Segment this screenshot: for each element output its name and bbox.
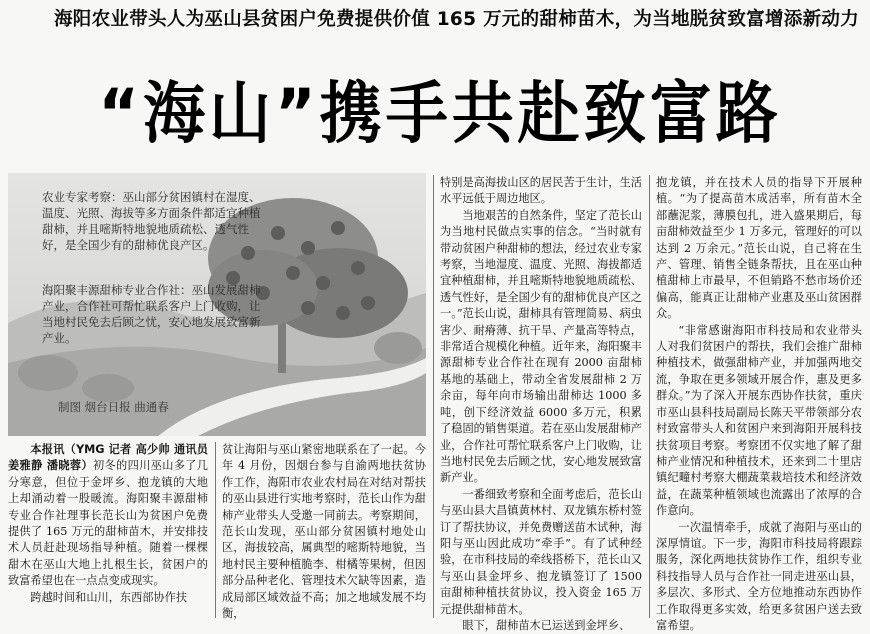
column-divider xyxy=(649,175,650,618)
article-illustration xyxy=(8,173,426,436)
col1-paragraph-1: 初冬的四川巫山多了几分寒意，但位于金坪乡、抱龙镇的大地上却涌动着一股暖流。海阳聚丰源甜柿专业合作社理事长范长山为贫困户免费提供了 165 万元的甜柿苗木，并安排技术人员赶赴现场指导种植。随着一棵棵甜木在巫山大地上扎根生长，贫困户的致富希望也在一点点变成现实。 xyxy=(8,459,208,588)
column-divider xyxy=(215,442,216,618)
column-2 xyxy=(222,442,426,621)
photo-credit: 制图 烟台日报 曲通春 xyxy=(58,400,169,414)
col1-paragraph-2: 跨越时间和山川，东西部协作扶 xyxy=(30,590,188,604)
article-headline: “海山”携手共赴致富路 xyxy=(98,74,782,153)
col3-paragraph-1: 特别是高海拔山区的居民苦于生计，生活水平远低于周边地区。 xyxy=(440,176,642,206)
col3-paragraph-2: 当地艰苦的自然条件，坚定了范长山为当地村民做点实事的信念。“当时就有带动贫困户种甜柿的想法，经过农业专家考察，当地湿度、温度、光照、海拔都适宜种植甜柿，并且嘧斯特地貌地质疏松、透气性好，是全国少有的甜柿优良产区之一。”范长山说，甜柿具有管理简易、病虫害少、耐瘠薄、抗干旱、产量高等特点，非常适合规模化种植。近年来，海阳聚丰源甜柿专业合作社在现有 2000 亩甜柿基地的基础上，带动全省发展甜柿 2 万余亩，每年向市场输出甜柿达 1000 多吨，创下经济效益 6000 多万元，积累了稳固的销售渠道。若在巫山发展甜柿产业，合作社可帮忙联系客户上门收购，让当地村民免去后顾之忧，安心地发展致富新产业。 xyxy=(440,208,642,485)
photo-caption-cooperative: 海阳聚丰源甜柿专业合作社：巫山发展甜柿产业，合作社可帮忙联系客户上门收购，让当地村民免去后顾之忧，安心地发展致富新产业。 xyxy=(42,283,261,345)
column-3 xyxy=(440,175,642,632)
col4-paragraph-2: “非常感谢海阳市科技局和农业带头人对我们贫困户的帮扶，我们会推广甜柿种植技术，做强甜柿产业，并加强两地交流，争取在更多领域开展合作，惠及更多群众。”为了深入开展东西协作扶贫，重庆市巫山县科技局副局长陈天平带领部分农村致富带头人和贫困户来到海阳开展科技扶贫项目考察。考察团不仅实地了解了甜柿产业情况和种植技术，还来到二十里店镇纪疃村考察大棚蔬菜栽培技术和经济效益，在蔬菜种植领域也流露出了浓厚的合作意向。 xyxy=(656,323,862,518)
article-subhead: 海阳农业带头人为巫山县贫困户免费提供价值 165 万元的甜柿苗木，为当地脱贫致富增添新动力 xyxy=(54,9,860,30)
photo-caption-expert: 农业专家考察：巫山部分贫困镇村在湿度、温度、光照、海拔等多方面条件都适宜种植甜柿，并且嘧斯特地貌地质疏松、透气性好，是全国少有的甜柿优良产区。 xyxy=(42,190,261,252)
col3-paragraph-3: 一番细致考察和全面考虑后，范长山与巫山县大昌镇黄林村、双龙镇东桥村签订了帮扶协议，并免费赠送苗木试种，海阳与巫山因此成功“牵手”。有了试种经验，在市科技局的牵线搭桥下，范长山又与巫山县金坪乡、抱龙镇签订了 1500 亩甜柿种植扶贫协议，投入资金 165 万元提供甜柿苗木。 xyxy=(440,487,642,616)
column-divider xyxy=(433,175,434,618)
byline: 本报讯（YMG 记者 高少帅 通讯员 姜雅静 潘晓蓉） xyxy=(8,443,208,473)
col4-paragraph-1: 抱龙镇，并在技术人员的指导下开展种植。“为了提高苗木成活率，所有苗木全部蘸泥浆，薄膜包扎，进入盛果期后，每亩甜柿效益至少 1 万多元，管理好的可以达到 2 万余元。”范长山说，自己将在生产、管理、销售全链条帮扶，且在巫山种植甜柿上市最早，不但销路不愁市场价还偏高，能真正让甜柿产业惠及巫山贫困群众。 xyxy=(656,176,862,321)
col4-paragraph-3: 一次温情牵手，成就了海阳与巫山的深厚情谊。下一步，海阳市科技局将跟踪服务，深化两地扶贫协作工作，组织专业科技指导人员与合作社一同走进巫山县，多层次、多形式、全方位地推动东西协作工作取得更多实效，给更多贫困户送去致富希望。 xyxy=(656,520,862,632)
column-1 xyxy=(8,442,208,618)
column-4 xyxy=(656,175,862,632)
col2-paragraph-1: 贫让海阳与巫山紧密地联系在了一起。今年 4 月份，因烟台参与自渝两地扶贫协作工作，海阳市农业农村局在对结对帮扶的巫山县进行实地考察时，范长山作为甜柿产业带头人受邀一同前去。考察期间，范长山发现，巫山部分贫困镇村地处山区，海拔较高，属典型的嘧斯特地貌，当地村民主要种植脆李、柑橘等果树，但因部分品种老化、管理技术欠缺等因素，造成局部区域效益不高；加之地域发展不均衡， xyxy=(222,443,426,621)
col3-paragraph-4: 眼下，甜柿苗木已运送到金坪乡、 xyxy=(462,618,631,632)
